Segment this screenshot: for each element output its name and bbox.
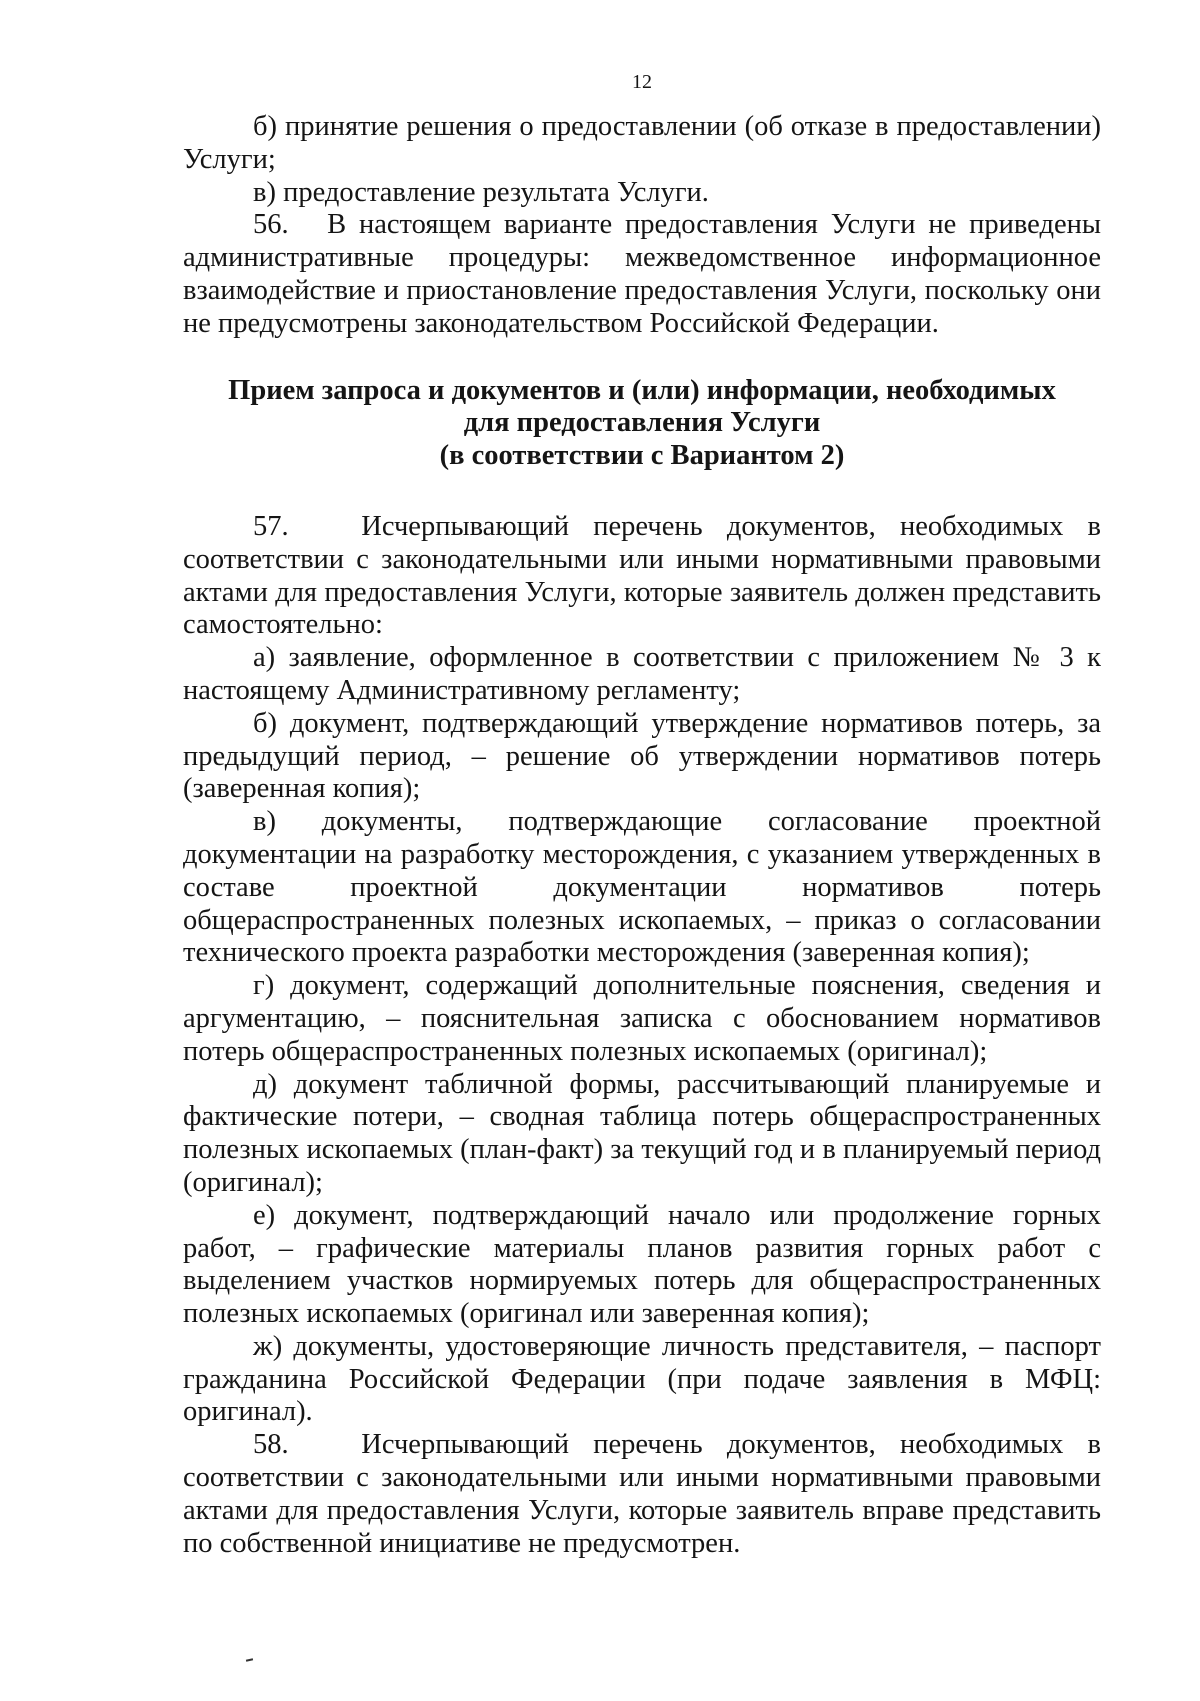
section-heading-line-3: (в соответствии с Вариантом 2) xyxy=(439,440,845,472)
list-item-b: б) документ, подтверждающий утверждение нормативов потерь, за предыдущий период, – решение об утверждении нормативов потерь (заверенная копия); xyxy=(183,707,1101,805)
list-item-g: г) документ, содержащий дополнительные пояснения, сведения и аргументацию, – пояснительная записка с обоснованием нормативов потерь общераспространенных полезных ископаемых (оригинал); xyxy=(183,970,1101,1067)
section-heading-line-2: для предоставления Услуги xyxy=(463,407,821,439)
paragraph-56: 56. В настоящем варианте предоставления Услуги не приведены административные процедуры: межведомственное информационное взаимодействие и приостановление предоставления Услуги, поскольку они не предусмотрены законодательством Российской Федерации. xyxy=(183,209,1101,339)
list-item-a: а) заявление, оформленное в соответствии с приложением № 3 к настоящему Административному регламенту; xyxy=(183,642,1101,706)
list-item-v: в) документы, подтверждающие согласование проектной документации на разработку месторождения, с указанием утвержденных в составе проектной документации нормативов потерь общераспространенных полезных ископаемых, – приказ о согласовании технического проекта разработки месторождения (заверенная копия); xyxy=(183,806,1101,969)
document-page xyxy=(183,70,1101,1560)
list-item-e: е) документ, подтверждающий начало или продолжение горных работ, – графические материалы планов развития горных работ с выделением участков нормируемых потерь для общераспространенных полезных ископаемых (оригинал или заверенная копия); xyxy=(183,1199,1101,1330)
paragraph-decision: б) принятие решения о предоставлении (об отказе в предоставлении) Услуги; xyxy=(183,111,1101,175)
section-heading-line-1: Прием запроса и документов и (или) информации, необходимых xyxy=(228,374,1056,406)
page-number: 12 xyxy=(632,71,652,93)
list-item-zh: ж) документы, удостоверяющие личность представителя, – паспорт гражданина Российской Федерации (при подаче заявления в МФЦ: оригинал). xyxy=(183,1330,1101,1428)
section-heading xyxy=(183,375,1101,473)
list-item-d: д) документ табличной формы, рассчитывающий планируемые и фактические потери, – сводная таблица потерь общераспространенных полезных ископаемых (план-факт) за текущий год и в планируемый период (оригинал); xyxy=(183,1068,1101,1198)
paragraph-58: 58. Исчерпывающий перечень документов, необходимых в соответствии с законодательными или иными нормативными правовыми актами для предоставления Услуги, которые заявитель вправе представить по собственной инициативе не предусмотрен. xyxy=(183,1429,1101,1559)
scan-mark xyxy=(246,1658,253,1661)
paragraph-57: 57. Исчерпывающий перечень документов, необходимых в соответствии с законодательными или иными нормативными правовыми актами для предоставления Услуги, которые заявитель должен представить самостоятельно: xyxy=(183,510,1101,641)
paragraph-result: в) предоставление результата Услуги. xyxy=(253,176,709,208)
